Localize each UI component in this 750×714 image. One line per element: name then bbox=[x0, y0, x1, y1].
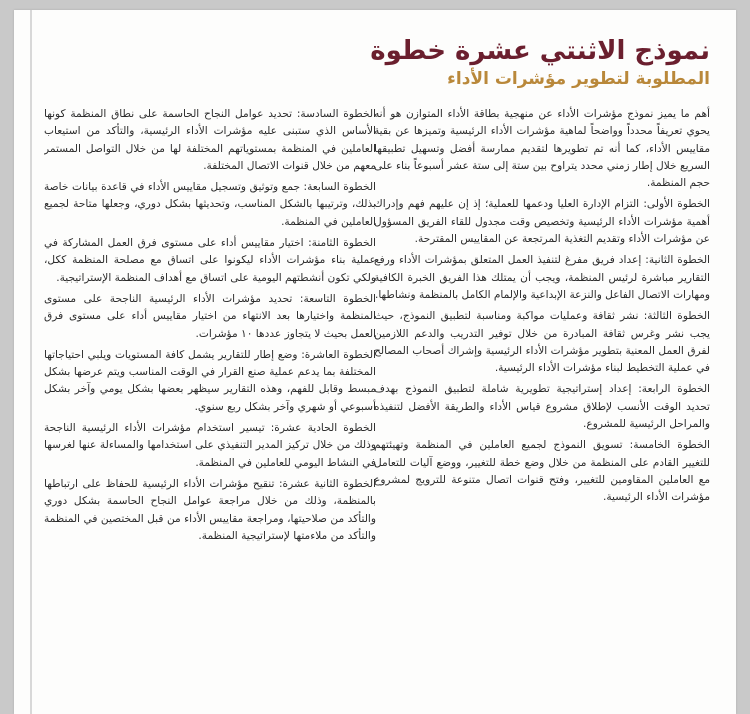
page-margin-rule bbox=[30, 10, 32, 714]
magazine-page bbox=[14, 10, 736, 714]
step-5-paragraph: الخطوة الخامسة: تسويق النموذج لجميع العاملين في المنظمة وتهيئتهم للتغيير القادم على المنظمة من خلال وضع خطة للتغيير، ووضع آليات للتعامل مع العاملين المقاومين للتغيير، وفتح قنوات اتصال متنوعة للترويج لمشروع مؤشرات الأداء الرئيسية. bbox=[374, 439, 710, 504]
intro-paragraph: أهم ما يميز نموذج مؤشرات الأداء عن منهجية بطاقة الأداء المتوازن هو أنه يحوي تعريفاً محدداً وواضحاً لماهية مؤشرات الأداء الرئيسية وتميزها عن بقية مقاييس الأداء، كما أنه تم تطويرها لتقديم ممارسة أفضل وتسهيل تطبيقها السريع خلال إطار زمني محدد يتراوح بين ستة إلى ستة عشر أسبوعاً بناء على حجم المنظمة. bbox=[374, 108, 710, 190]
article-header bbox=[190, 34, 710, 90]
step-4-paragraph: الخطوة الرابعة: إعداد إستراتيجية تطويرية شاملة لتطبيق النموذج بهدف تحديد الوقت الأنسب لإطلاق مشروع قياس الأداء والطريقة الأفضل لتنفيذه والمراحل الرئيسية للمشروع. bbox=[374, 383, 710, 431]
right-text-column bbox=[374, 106, 710, 706]
article-title: نموذج الاثنتي عشرة خطوة bbox=[370, 36, 710, 66]
step-10-paragraph: الخطوة العاشرة: وضع إطار للتقارير يشمل كافة المستويات ويلبي احتياجاتها المختلفة بما يدعم عملية صنع القرار في الوقت المناسب ويتم عرضها بشكل مبسط وقابل للفهم، وهذه التقارير سيظهر بعضها بشكل يومي وآخر بشكل أسبوعي أو شهري وآخر بشكل ربع سنوي. bbox=[44, 348, 376, 413]
step-2-paragraph: الخطوة الثانية: إعداد فريق مفرغ لتنفيذ العمل المتعلق بمؤشرات الأداء ورفع التقارير مباشرة لرئيس المنظمة، ويجب أن يمتلك هذا الفريق الخبرة الكافية ومهارات الاتصال الفاعل والنزعة الإبداعية والإلمام الكامل بالمنظمة ونشاطها. bbox=[374, 254, 710, 301]
step-3-paragraph: الخطوة الثالثة: نشر ثقافة وعمليات مواكبة ومناسبة لتطبيق النموذج، حيث يجب نشر وغرس ثقافة المبادرة من خلال توفير التدريب والدعم اللازمين لفرق العمل المعنية بتطوير مؤشرات الأداء الرئيسية وإشراك أصحاب المصالح في عملية التخطيط لبناء مؤشرات الأداء الرئيسية. bbox=[374, 310, 710, 375]
step-11-paragraph: الخطوة الحادية عشرة: تيسير استخدام مؤشرات الأداء الرئيسية الناجحة وذلك من خلال تركيز المدير التنفيذي على استخدامها والمساءلة عنها لغرسها في النشاط اليومي للعاملين في المنظمة. bbox=[44, 422, 376, 469]
step-12-paragraph: الخطوة الثانية عشرة: تنقيح مؤشرات الأداء الرئيسية للحفاظ على ارتباطها بالمنظمة، وذلك من خلال مراجعة عوامل النجاح الحاسمة بشكل دوري والتأكد من صلاحيتها، ومراجعة مقاييس الأداء من قبل المختصين في المنظمة والتأكد من ملاءمتها لإستراتيجية المنظمة. bbox=[44, 477, 376, 542]
step-6-paragraph: الخطوة السادسة: تحديد عوامل النجاح الحاسمة على نطاق المنظمة كونها الأساس الذي ستبنى عليه مؤشرات الأداء الرئيسية، والتأكد من استيعاب العاملين في المنظمة بمستوياتهم المختلفة لها من خلال التواصل المستمر معهم من خلال قنوات الاتصال المختلفة. bbox=[44, 108, 376, 172]
step-7-paragraph: الخطوة السابعة: جمع وتوثيق وتسجيل مقاييس الأداء في قاعدة بيانات خاصة بذلك، وترتيبها بالشكل المناسب، وتحديثها بشكل دوري، وجعلها متاحة لجميع العاملين في المنظمة. bbox=[44, 181, 376, 228]
left-text-column bbox=[44, 106, 376, 706]
step-1-paragraph: الخطوة الأولى: التزام الإدارة العليا ودعمها للعملية؛ إذ إن عليهم فهم وإدراك أهمية مؤشرات الأداء الرئيسية وتخصيص وقت مجدول للقاء الفريق المسؤول عن مؤشرات الأداء وتقديم التغذية المرتجعة عن المقاييس المقترحة. bbox=[374, 198, 710, 246]
article-subtitle: المطلوبة لتطوير مؤشرات الأداء bbox=[447, 69, 710, 89]
step-8-paragraph: الخطوة الثامنة: اختيار مقاييس أداء على مستوى فرق العمل المشاركة في عملية بناء مؤشرات الأداء ليكونوا على اتساق مع مصلحة المنظمة ككل، ولكي تكون أنشطتهم اليومية على اتساق مع أهداف المنظمة الإستراتيجية. bbox=[44, 237, 376, 284]
step-9-paragraph: الخطوة التاسعة: تحديد مؤشرات الأداء الرئيسية الناجحة على مستوى المنظمة واختيارها بعد الانتهاء من اختيار مقاييس أداء على مستوى فرق العمل بحيث لا يتجاوز عددها ١٠ مؤشرات. bbox=[44, 292, 376, 340]
